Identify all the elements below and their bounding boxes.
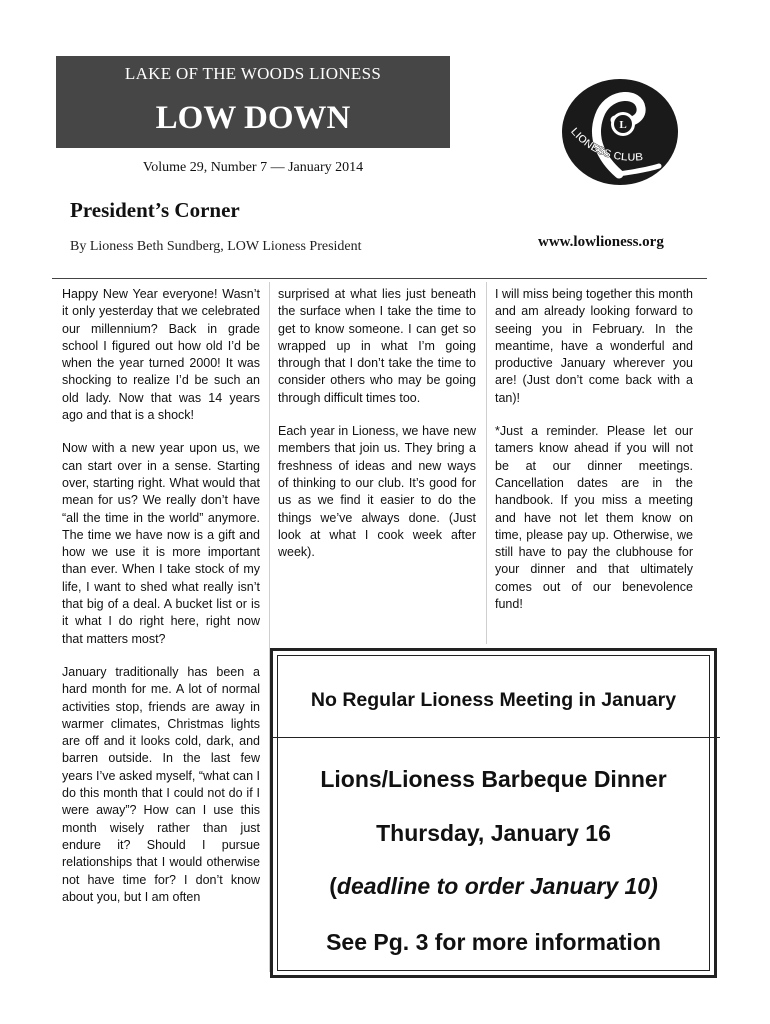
paragraph: Now with a new year upon us, we can start over in a sense. Starting over, starting right. What would that mean for us? We really don’t have “all the time in the world” anymore. The time we have now is a gift and how we use it is more important than ever. When I take stock of my life, I want to shed what really isn’t that big of a deal. A bucket list or is it what I do right here, right now that matters most? <box>62 441 260 646</box>
volume-issue-line: Volume 29, Number 7 — January 2014 <box>142 160 364 175</box>
section-heading: President’s Corner <box>70 198 240 222</box>
newsletter-org-name: LAKE OF THE WOODS LIONESS <box>124 64 382 83</box>
announcement-divider <box>273 737 720 738</box>
masthead-banner <box>56 56 450 148</box>
paragraph: Happy New Year everyone! Wasn’t it only yesterday that we celebrated our millennium? Back in grade school I figured out how old I’d be when the year turned 2000! It was shocking to realize I’d be such an old lady. Now that was 14 years ago and that is a shock! <box>62 287 260 423</box>
event-title: Lions/Lioness Barbeque Dinner <box>320 766 667 792</box>
logo-center-letter: L <box>619 119 627 131</box>
paragraph: *Just a reminder. Please let our tamers know ahead if you will not be at our dinner meetings. Cancellation dates are in the handbook. If you miss a meeting and have not let them know on time, please pay up. Otherwise, we still have to pay the clubhouse for your dinner and that ultimately comes out of our benevolence fund! <box>495 424 693 612</box>
paragraph: Each year in Lioness, we have new members that join us. They bring a freshness of ideas and new ways of thinking to our club. It’s good for us as we find it easier to do the things we’ve always done. (Just look at what I cook week after week). <box>278 424 476 560</box>
website-link[interactable]: www.lowlioness.org <box>538 234 664 250</box>
article-column-1 <box>62 286 260 922</box>
logo-club-text: LIONESS CLUB <box>568 125 644 164</box>
article-column-3 <box>495 286 693 629</box>
more-info-reference: See Pg. 3 for more information <box>326 929 661 955</box>
newsletter-title: LOW DOWN <box>155 100 351 136</box>
author-byline: By Lioness Beth Sundberg, LOW Lioness President <box>70 239 362 254</box>
column-divider <box>486 282 487 644</box>
event-date: Thursday, January 16 <box>376 820 611 846</box>
deadline-paren: ( <box>329 873 337 899</box>
header-divider <box>52 278 707 279</box>
deadline-text: deadline to order January 10) <box>336 873 658 899</box>
paragraph: I will miss being together this month and am already looking forward to seeing you in February. In the meantime, have a wonderful and productive January wherever you are! (Just don’t come back with a tan)! <box>495 287 694 405</box>
no-meeting-notice: No Regular Lioness Meeting in January <box>310 689 677 711</box>
lioness-club-logo-icon <box>561 78 679 186</box>
order-deadline <box>273 873 714 900</box>
paragraph: January traditionally has been a hard month for me. A lot of normal activities stop, friends are away in warmer climates, Christmas lights are off and it looks cold, dark, and barren outside. In the last few years I’ve asked myself, “what can I do this month that I could not do if I were away”? How can I use this month wisely rather than just endure it? Should I pursue relationships that I would otherwise not have time for? I don’t know about you, but I am often <box>62 664 260 904</box>
announcement-box <box>270 648 717 978</box>
paragraph: surprised at what lies just beneath the surface when I take the time to get to know someone. I can get so wrapped up in what I’m going through that I don’t take the time to consider others who may be going through difficult times too. <box>278 287 476 405</box>
article-column-2 <box>278 286 476 577</box>
